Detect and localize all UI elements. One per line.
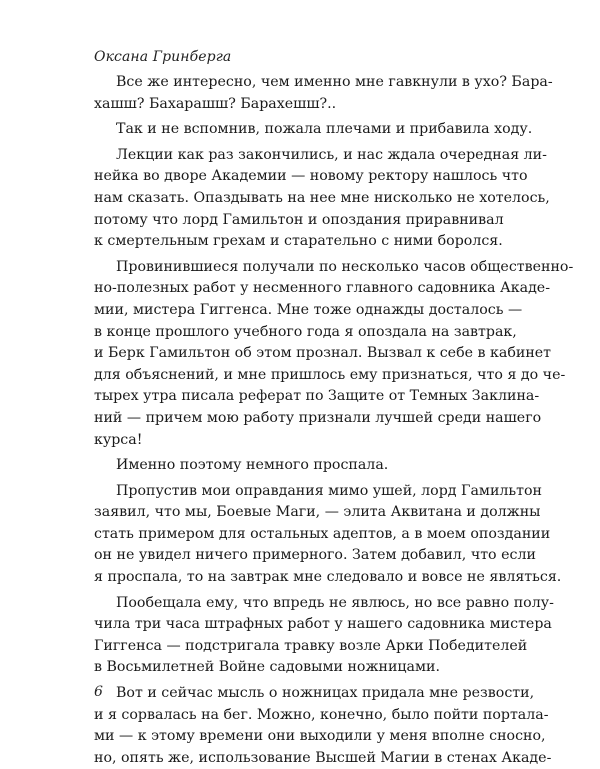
text-line: но-полезных работ у несменного главного садовника Акаде- <box>94 280 550 297</box>
page-number: 6 <box>94 684 103 700</box>
text-line: заявил, что мы, Боевые Маги, — элита Аквитана и должны <box>94 504 541 521</box>
text-line: потому что лорд Гамильтон и опоздания приравнивал <box>94 211 504 228</box>
text-line: и Берк Гамильтон об этом прознал. Вызвал к себе в кабинет <box>94 345 552 362</box>
text-line: Провинившиеся получали по несколько часов общественно- <box>116 258 574 275</box>
text-line: Пропустив мои оправдания мимо ушей, лорд Гамильтон <box>116 482 542 499</box>
paragraph <box>94 257 574 451</box>
text-line: в конце прошлого учебного года я опоздала на завтрак, <box>94 323 517 340</box>
text-line: курса! <box>94 431 143 448</box>
paragraph <box>94 683 552 769</box>
text-line: мии, мистера Гиггенса. Мне тоже однажды досталось — <box>94 301 523 318</box>
text-line: Вот и сейчас мысль о ножницах придала мне резвости, <box>116 685 535 702</box>
text-line: нам сказать. Опаздывать на нее мне нисколько не хотелось, <box>94 189 550 206</box>
text-line: стать примером для остальных адептов, а в моем опоздании <box>94 525 551 542</box>
paragraph <box>94 145 550 253</box>
text-line: тырех утра писала реферат по Защите от Темных Заклина- <box>94 388 540 405</box>
text-line: Все же интересно, чем именно мне гавкнули в ухо? Бара- <box>116 74 553 90</box>
text-line: нейка во дворе Академии — новому ректору нашлось что <box>94 168 528 185</box>
paragraph <box>94 455 496 477</box>
text-line: Пообещала ему, что впредь не явлюсь, но все равно полу- <box>116 594 554 611</box>
body-text <box>94 72 574 769</box>
text-line: Так и не вспомнив, пожала плечами и прибавила ходу. <box>116 121 533 138</box>
text-line: для объяснений, и мне пришлось ему признаться, что я до че- <box>94 366 566 383</box>
text-line: к смертельным грехам и старательно с ними боролся. <box>94 233 503 250</box>
text-line: Гиггенса — подстригала травку возле Арки Победителей <box>94 637 528 654</box>
paragraph <box>94 481 562 589</box>
text-line: я проспала, то на завтрак мне следовало и вовсе не являться. <box>94 569 562 586</box>
text-line: хашш? Бахарашш? Барахешш?.. <box>94 95 337 112</box>
text-line: Лекции как раз закончились, и нас ждала очередная ли- <box>116 146 547 163</box>
text-line: Именно поэтому немного проспала. <box>116 457 389 474</box>
paragraph <box>94 119 533 141</box>
text-line: ний — причем мою работу признали лучшей среди нашего <box>94 409 542 426</box>
paragraph <box>94 593 554 679</box>
text-line: и я сорвалась на бег. Можно, конечно, было пойти портала- <box>94 706 549 723</box>
text-line: но, опять же, использование Высшей Магии в стенах Акаде- <box>94 749 552 766</box>
text-line: чила три часа штрафных работ у нашего садовника мистера <box>94 616 552 633</box>
text-line: ми — к этому времени они выходили у меня вполне сносно, <box>94 728 546 745</box>
paragraph <box>94 72 553 115</box>
text-line: он не увидел ничего примерного. Затем добавил, что если <box>94 547 536 564</box>
running-header-author: Оксана Гринберга <box>94 49 232 65</box>
text-line: в Восьмилетней Войне садовыми ножницами. <box>94 659 440 676</box>
